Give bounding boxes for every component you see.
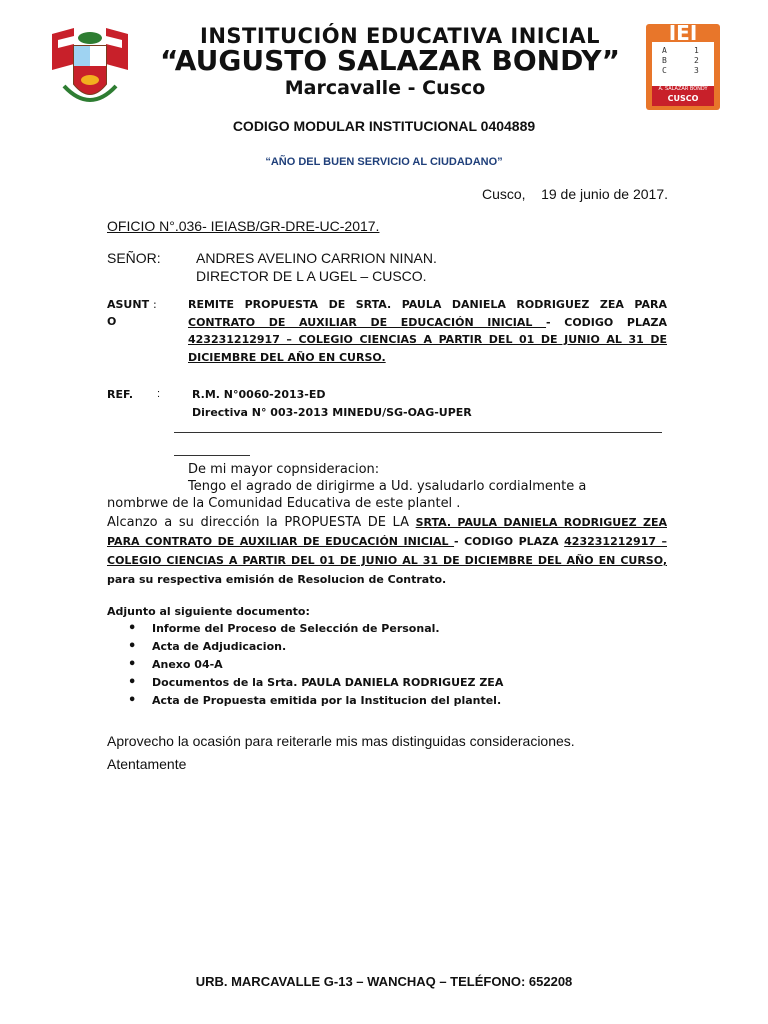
list-item: • Documentos de la Srta. PAULA DANIELA RODRIGUEZ ZEA bbox=[152, 674, 672, 692]
logo-letter: 1 bbox=[694, 46, 699, 55]
subject-t4: 423231212917 – COLEGIO CIENCIAS A PARTIR DEL 01 DE JUNIO AL 31 DE DICIEMBRE DEL AÑO EN CURSO. bbox=[188, 333, 667, 364]
list-item: • Informe del Proceso de Selección de Personal. bbox=[152, 620, 672, 638]
body-p4e: 423231212917 – COLEGIO CIENCIAS A PARTIR DEL 01 DE JUNIO AL 31 DE DICIEMBRE DEL AÑO EN CURSO, bbox=[107, 535, 667, 567]
recipient-name: ANDRES AVELINO CARRION NINAN. bbox=[196, 250, 437, 266]
body-p4b: SRTA. PAULA DANIELA RODRIGUEZ ZEA PARA bbox=[107, 516, 667, 548]
school-logo-label: A. SALAZAR BONDY bbox=[658, 86, 708, 92]
subject-label-part1: ASUNT bbox=[107, 298, 150, 311]
body-p4a: Alcanzo a su dirección la PROPUESTA DE LA bbox=[107, 515, 416, 530]
subject-text bbox=[188, 296, 667, 366]
recipient-label: SEÑOR: bbox=[107, 250, 161, 266]
body-p4c: CONTRATO DE AUXILIAR DE EDUCACIÓN INICIAL bbox=[145, 535, 455, 548]
school-logo-label-city: CUSCO bbox=[667, 94, 699, 103]
logo-letter: 2 bbox=[694, 56, 699, 65]
attachments-list bbox=[107, 620, 672, 710]
body-line-2: nombrwe de la Comunidad Educativa de este plantel . bbox=[107, 496, 461, 511]
subject-t3: - CODIGO PLAZA bbox=[546, 315, 667, 329]
logo-letter: 3 bbox=[694, 66, 699, 75]
institution-location: Marcavalle - Cusco bbox=[284, 77, 486, 99]
subject-colon: : bbox=[153, 298, 157, 311]
signoff: Atentamente bbox=[107, 756, 187, 772]
footer-address: URB. MARCAVALLE G-13 – WANCHAQ – TELÉFONO: 652208 bbox=[195, 974, 573, 989]
reference-1: R.M. N°0060-2013-ED bbox=[192, 388, 326, 401]
school-logo-book bbox=[654, 46, 712, 76]
year-motto: “AÑO DEL BUEN SERVICIO AL CIUDADANO” bbox=[265, 156, 503, 168]
institution-name: “AUGUSTO SALAZAR BONDY” bbox=[160, 44, 620, 77]
reference-colon: : bbox=[157, 388, 161, 400]
subject-t1: REMITE PROPUESTA DE SRTA. PAULA DANIELA RODRIGUEZ ZEA PARA bbox=[188, 298, 667, 311]
closing-line: Aprovecho la ocasión para reiterarle mis mas distinguidas consideraciones. bbox=[107, 733, 575, 749]
divider-line bbox=[174, 432, 662, 433]
oficio-number: OFICIO N°.036- IEIASB/GR-DRE-UC-2017. bbox=[107, 218, 380, 234]
subject-label-part2: O bbox=[107, 315, 117, 328]
list-item: • Acta de Propuesta emitida por la Institucion del plantel. bbox=[152, 692, 672, 710]
divider-line-short bbox=[174, 455, 250, 456]
attachments-title: Adjunto al siguiente documento: bbox=[107, 605, 310, 618]
salutation: De mi mayor copnsideracion: bbox=[188, 462, 380, 477]
institution-heading: INSTITUCIÓN EDUCATIVA INICIAL bbox=[200, 24, 600, 48]
logo-letter: A bbox=[662, 46, 667, 55]
subject-label bbox=[107, 296, 157, 330]
body-p4d: - CODIGO PLAZA bbox=[454, 535, 565, 548]
list-item: • Acta de Adjudicacion. bbox=[152, 638, 672, 656]
body-line-1: Tengo el agrado de dirigirme a Ud. ysaludarlo cordialmente a bbox=[188, 479, 587, 494]
body-paragraph bbox=[107, 513, 667, 589]
logo-letter: B bbox=[662, 56, 667, 65]
body-p4f: para su respectiva emisión de Resolucion de Contrato. bbox=[107, 573, 447, 586]
reference-2: Directiva N° 003-2013 MINEDU/SG-OAG-UPER bbox=[192, 406, 472, 419]
date-line: Cusco, 19 de junio de 2017. bbox=[481, 186, 668, 202]
codigo-modular: CODIGO MODULAR INSTITUCIONAL 0404889 bbox=[232, 118, 536, 134]
subject-t2: CONTRATO DE AUXILIAR DE EDUCACIÓN INICIAL bbox=[188, 315, 547, 329]
list-item: • Anexo 04-A bbox=[152, 656, 672, 674]
coat-of-arms-logo bbox=[44, 24, 136, 112]
recipient-title: DIRECTOR DE L A UGEL – CUSCO. bbox=[196, 268, 427, 284]
school-logo-initials: IEI bbox=[668, 21, 698, 45]
reference-label: REF. bbox=[107, 388, 134, 401]
logo-letter: C bbox=[662, 66, 667, 75]
